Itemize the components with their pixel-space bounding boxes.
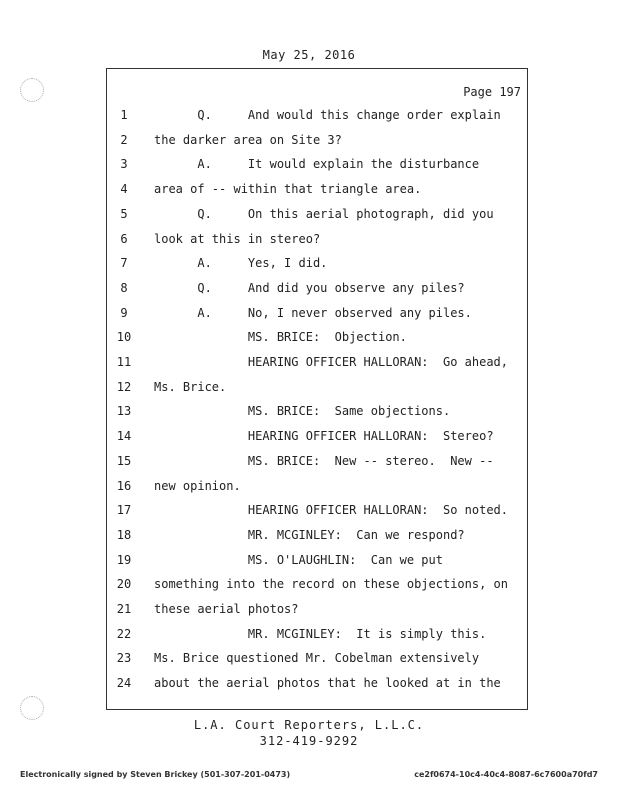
line-text: Q. And would this change order explain bbox=[154, 108, 501, 122]
transcript-line bbox=[106, 402, 526, 420]
transcript-line bbox=[106, 501, 526, 519]
line-number: 18 bbox=[116, 527, 132, 542]
line-number: 3 bbox=[120, 157, 128, 172]
transcript-line bbox=[106, 155, 526, 173]
transcript-line bbox=[106, 230, 526, 248]
transcript-line bbox=[106, 452, 526, 470]
transcript-line bbox=[106, 600, 526, 618]
transcript-line bbox=[106, 180, 526, 198]
transcript-line bbox=[106, 625, 526, 643]
page-number: Page 197 bbox=[463, 85, 521, 99]
line-number: 16 bbox=[116, 478, 132, 493]
transcript-line bbox=[106, 526, 526, 544]
line-number: 13 bbox=[116, 404, 132, 419]
line-number: 4 bbox=[120, 182, 128, 197]
line-text: something into the record on these objections, on bbox=[154, 577, 509, 592]
line-number: 9 bbox=[120, 305, 128, 320]
transcript-line bbox=[106, 279, 526, 297]
line-number: 14 bbox=[116, 429, 132, 444]
line-text: MS. O'LAUGHLIN: Can we put bbox=[154, 552, 443, 567]
line-text: Ms. Brice. bbox=[154, 379, 227, 394]
transcript-line bbox=[106, 674, 526, 692]
line-text: area of -- within that triangle area. bbox=[154, 182, 422, 197]
line-text: the darker area on Site 3? bbox=[154, 132, 342, 147]
line-number: 8 bbox=[120, 280, 128, 295]
court-reporter-phone: 312-419-9292 bbox=[259, 734, 359, 748]
transcript-line bbox=[106, 551, 526, 569]
transcript-line bbox=[106, 205, 526, 223]
binder-hole-top bbox=[20, 78, 44, 102]
line-text: MS. BRICE: Same objections. bbox=[154, 404, 451, 419]
transcript-date: May 25, 2016 bbox=[262, 48, 356, 62]
transcript-line bbox=[106, 254, 526, 272]
line-number: 10 bbox=[116, 330, 132, 345]
transcript-line bbox=[106, 304, 526, 322]
line-number: 24 bbox=[116, 676, 132, 691]
transcript-line bbox=[106, 353, 526, 371]
line-number: 19 bbox=[116, 552, 132, 567]
line-number: 21 bbox=[116, 602, 132, 616]
transcript-line bbox=[106, 378, 526, 396]
line-number: 17 bbox=[116, 503, 132, 518]
line-text: HEARING OFFICER HALLORAN: Stereo? bbox=[154, 429, 494, 444]
line-number: 6 bbox=[120, 231, 128, 246]
line-number: 22 bbox=[116, 626, 132, 641]
line-text: new opinion. bbox=[154, 478, 241, 493]
line-number: 15 bbox=[116, 453, 132, 468]
binder-hole-bottom bbox=[20, 696, 44, 720]
transcript-line bbox=[106, 106, 526, 124]
line-number: 1 bbox=[120, 108, 128, 122]
line-text: A. It would explain the disturbance bbox=[154, 157, 480, 172]
transcript-line bbox=[106, 649, 526, 667]
court-reporter-name: L.A. Court Reporters, L.L.C. bbox=[193, 718, 425, 732]
line-text: MS. BRICE: New -- stereo. New -- bbox=[154, 453, 494, 468]
line-text: look at this in stereo? bbox=[154, 231, 321, 246]
line-text: Q. On this aerial photograph, did you bbox=[154, 206, 494, 221]
line-number: 2 bbox=[120, 132, 128, 147]
line-text: MR. MCGINLEY: It is simply this. bbox=[154, 626, 487, 641]
transcript-line bbox=[106, 131, 526, 149]
line-number: 7 bbox=[120, 256, 128, 271]
line-text: HEARING OFFICER HALLORAN: Go ahead, bbox=[154, 355, 509, 369]
line-number: 5 bbox=[120, 206, 128, 221]
transcript-line bbox=[106, 427, 526, 445]
line-text: Q. And did you observe any piles? bbox=[154, 280, 465, 295]
line-number: 23 bbox=[116, 651, 132, 666]
line-text: these aerial photos? bbox=[154, 602, 299, 616]
line-number: 20 bbox=[116, 577, 132, 592]
line-text: MR. MCGINLEY: Can we respond? bbox=[154, 527, 465, 542]
electronic-signature: Electronically signed by Steven Brickey (501-307-201-0473) bbox=[20, 770, 291, 779]
line-text: Ms. Brice questioned Mr. Cobelman extensively bbox=[154, 651, 480, 666]
line-number: 12 bbox=[116, 379, 132, 394]
line-text: A. No, I never observed any piles. bbox=[154, 305, 472, 320]
transcript-line bbox=[106, 328, 526, 346]
line-text: A. Yes, I did. bbox=[154, 256, 328, 271]
transcript-line bbox=[106, 477, 526, 495]
line-text: MS. BRICE: Objection. bbox=[154, 330, 407, 345]
document-id: ce2f0674-10c4-40c4-8087-6c7600a70fd7 bbox=[414, 770, 598, 779]
line-number: 11 bbox=[116, 355, 132, 369]
transcript-line bbox=[106, 575, 526, 593]
line-text: about the aerial photos that he looked at in the bbox=[154, 676, 501, 691]
line-text: HEARING OFFICER HALLORAN: So noted. bbox=[154, 503, 509, 518]
